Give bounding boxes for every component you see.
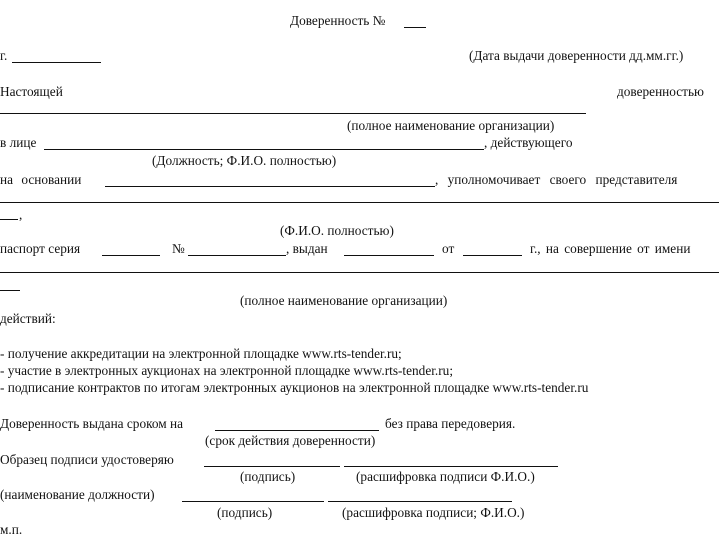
- passport-series-blank[interactable]: [102, 255, 160, 256]
- signature-blank-1[interactable]: [204, 466, 340, 467]
- org-hint-2: (полное наименование организации): [240, 293, 448, 308]
- action-item: - получение аккредитации на электронной площадке www.rts-tender.ru;: [0, 346, 402, 361]
- org-hint-1: (полное наименование организации): [347, 118, 555, 133]
- position-name-label: (наименование должности): [0, 487, 155, 502]
- term-prefix: Доверенность выдана сроком на: [0, 416, 184, 431]
- issue-date-blank[interactable]: [463, 255, 522, 256]
- line1-end: доверенностью: [617, 84, 704, 99]
- issued-by-blank[interactable]: [344, 255, 434, 256]
- basis-blank[interactable]: [105, 186, 435, 187]
- decode-hint-1: (расшифровка подписи Ф.И.О.): [356, 469, 535, 484]
- city-prefix: г.: [0, 48, 8, 63]
- from-label: от: [442, 241, 455, 256]
- representative-position-blank[interactable]: [44, 149, 484, 150]
- city-blank[interactable]: [12, 62, 101, 63]
- line1-start: Настоящей: [0, 84, 63, 99]
- acting-label: , действующего: [484, 135, 573, 150]
- decode-hint-2: (расшифровка подписи; Ф.И.О.): [342, 505, 525, 520]
- signature-hint-2: (подпись): [217, 505, 273, 520]
- issued-label: , выдан: [286, 241, 328, 256]
- authorizes-label: , уполномочивает своего представителя: [435, 172, 678, 187]
- on-behalf-label: г., на совершение от имени: [530, 241, 691, 256]
- signature-hint-1: (подпись): [240, 469, 296, 484]
- actions-label: действий:: [0, 311, 56, 326]
- term-hint: (срок действия доверенности): [205, 433, 376, 448]
- representative-name-blank[interactable]: [0, 202, 719, 203]
- signature-decode-blank-2[interactable]: [328, 501, 512, 502]
- organization-blank-1[interactable]: [0, 113, 586, 114]
- sample-certify-label: Образец подписи удостоверяю: [0, 452, 174, 467]
- number-sign: №: [172, 241, 185, 256]
- action-item: - участие в электронных аукционах на электронной площадке www.rts-tender.ru;: [0, 363, 454, 378]
- in-person-label: в лице: [0, 135, 37, 150]
- position-hint: (Должность; Ф.И.О. полностью): [152, 153, 337, 168]
- comma: ,: [19, 207, 23, 222]
- passport-number-blank[interactable]: [188, 255, 286, 256]
- stamp-label: м.п.: [0, 522, 23, 537]
- organization-blank-2[interactable]: [0, 272, 719, 273]
- term-suffix: без права передоверия.: [385, 416, 516, 431]
- number-blank[interactable]: [404, 27, 426, 28]
- document-title: Доверенность №: [290, 13, 386, 28]
- term-blank[interactable]: [215, 430, 379, 431]
- signature-blank-2[interactable]: [182, 501, 324, 502]
- fio-hint: (Ф.И.О. полностью): [280, 223, 394, 238]
- passport-series-label: паспорт серия: [0, 241, 81, 256]
- representative-name-blank-cont[interactable]: [0, 219, 18, 220]
- signature-decode-blank-1[interactable]: [344, 466, 558, 467]
- action-item: - подписание контрактов по итогам электронных аукционов на электронной площадке www.rts-tender.ru: [0, 380, 589, 395]
- organization-blank-2-cont[interactable]: [0, 290, 20, 291]
- date-hint: (Дата выдачи доверенности дд.мм.гг.): [469, 48, 684, 63]
- on-basis-label: на основании: [0, 172, 82, 187]
